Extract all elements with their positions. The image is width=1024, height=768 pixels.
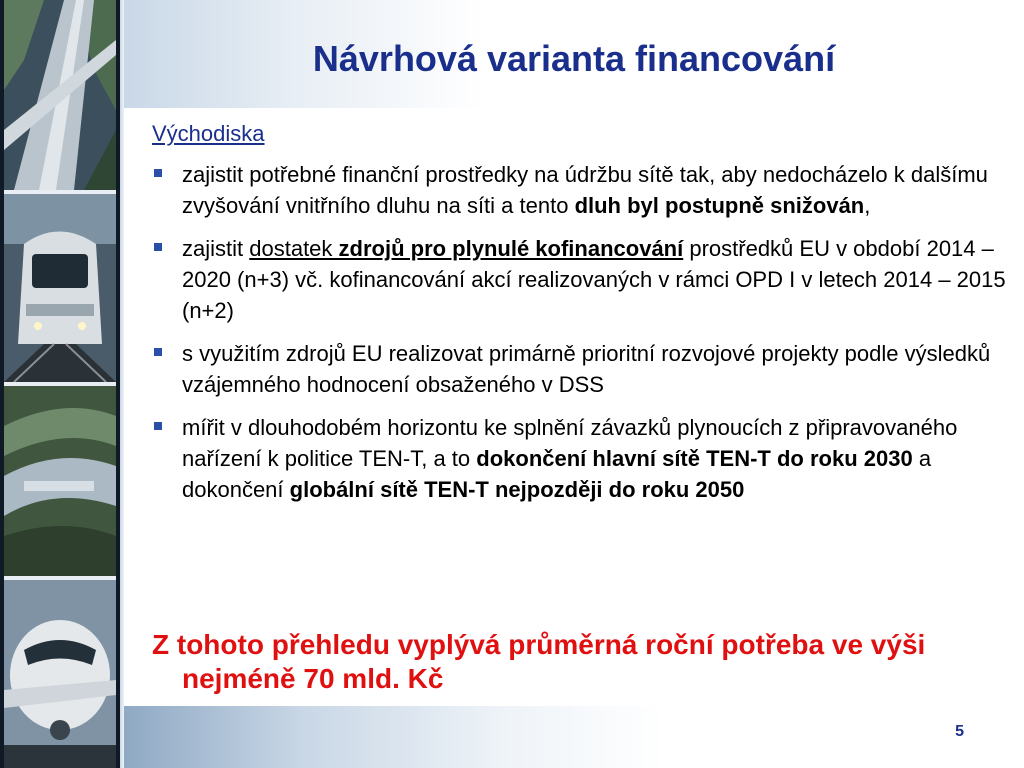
bullet-emphasis: globální sítě TEN-T nejpozději do roku 2050 (289, 477, 745, 502)
section-heading: Východiska (152, 121, 265, 146)
bullet-emphasis: zdrojů pro plynulé kofinancování (338, 236, 684, 261)
bullet-text: a dokončení (182, 446, 932, 502)
square-bullet-icon (154, 243, 162, 251)
bullet-item (152, 412, 1012, 505)
bullet-text: , (864, 193, 871, 218)
square-bullet-icon (154, 169, 162, 177)
airplane-photo (4, 580, 116, 768)
bullet-list (152, 159, 1012, 505)
bullet-text: s využitím zdrojů EU realizovat primárně prioritní rozvojové projekty podle výsledků vzájemného hodnocení obsaženého v DSS (182, 341, 991, 397)
slide-title: Návrhová varianta financování (312, 38, 836, 79)
bullet-text: prostředků EU v období 2014 – 2020 (n+3) vč. kofinancování akcí realizovaných v rámci OPD I v letech 2014 – 2015 (n+2) (182, 236, 1006, 323)
footer-band (124, 706, 1024, 768)
square-bullet-icon (154, 348, 162, 356)
bullet-text: zajistit (182, 236, 250, 261)
square-bullet-icon (154, 422, 162, 430)
conclusion-statement: Z tohoto přehledu vyplývá průměrná roční potřeba ve výši nejméně 70 mld. Kč (152, 629, 926, 694)
page-number: 5 (955, 723, 964, 740)
bullet-text: zajistit potřebné finanční prostředky na údržbu sítě tak, aby nedocházelo k dalšímu zvyšování vnitřního dluhu na síti a tento (182, 162, 988, 218)
sidebar-divider (120, 0, 124, 768)
train-photo (4, 194, 116, 386)
bullet-emphasis: dokončení hlavní sítě TEN-T do roku 2030 (476, 446, 913, 471)
bullet-item (152, 159, 1012, 221)
bullet-item (152, 338, 1012, 400)
sidebar-photo-strip (0, 0, 120, 768)
highway-photo (4, 0, 116, 194)
waterway-photo (4, 386, 116, 580)
bullet-emphasis: dluh byl postupně snižován (574, 193, 865, 218)
bullet-underlined: dostatek (249, 236, 339, 261)
slide-content (152, 118, 1012, 517)
bullet-item (152, 233, 1012, 326)
bullet-text: mířit v dlouhodobém horizontu ke splnění závazků plynoucích z připravovaného nařízení k politice TEN-T, a to (182, 415, 958, 471)
